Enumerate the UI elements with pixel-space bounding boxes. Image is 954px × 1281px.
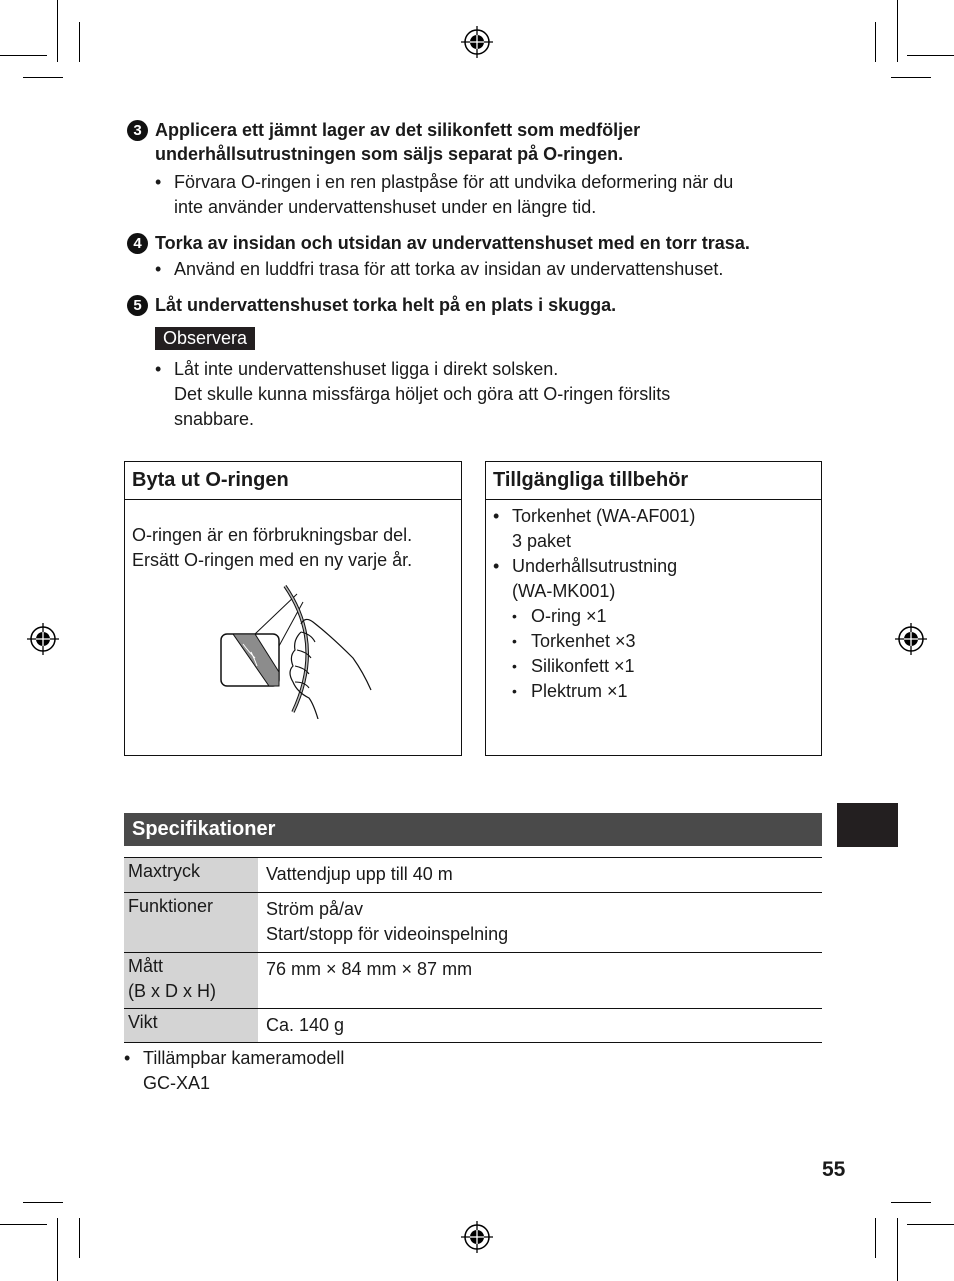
specifications-heading: Specifikationer: [124, 813, 822, 846]
crop-mark: [891, 77, 931, 78]
crop-mark: [907, 55, 954, 56]
list-item-line: • Underhållsutrustning: [512, 556, 678, 576]
box-text-line: Ersätt O-ringen med en ny varje år.: [132, 550, 413, 570]
bullet-line: snabbare.: [174, 409, 255, 429]
bullet-line: GC-XA1: [143, 1073, 211, 1093]
bullet-line: Använd en luddfri trasa för att torka av insidan av undervattenshuset.: [174, 259, 724, 279]
spec-value-text: 76 mm × 84 mm × 87 mm: [266, 959, 473, 979]
sub-list-item: • Torkenhet ×3: [512, 629, 814, 654]
spec-key: [124, 1009, 258, 1043]
box-title: Byta ut O-ringen: [125, 462, 461, 500]
spec-key-text: Vikt: [128, 1012, 158, 1032]
spec-value: [258, 858, 822, 893]
bullet-dot: •: [155, 259, 162, 279]
table-row: [124, 1009, 822, 1043]
bullet-line: Förvara O-ringen i en ren plastpåse för att undvika deformering när du: [174, 172, 734, 192]
step-number-badge: 3: [127, 120, 148, 141]
list-item: [493, 554, 814, 704]
step-5-line-1: Låt undervattenshuset torka helt på en plats i skugga.: [155, 295, 617, 315]
step-3: [127, 118, 827, 166]
bullet-dot: •: [124, 1048, 131, 1068]
bullet-lintfree: [155, 257, 825, 282]
accessories-list: [493, 504, 814, 704]
spec-key-text: Mått: [128, 956, 164, 976]
specifications-table: [124, 857, 822, 1043]
bullet-line: Låt inte undervattenshuset ligga i direkt solsken.: [174, 359, 559, 379]
crop-mark: [57, 1218, 58, 1281]
side-language-tab: [837, 803, 898, 847]
oring-hand-illustration: [215, 584, 375, 719]
crop-mark: [57, 0, 58, 62]
registration-mark-icon: [26, 622, 60, 656]
spec-value: [258, 893, 822, 953]
spec-key: [124, 893, 258, 953]
bullet-line: Det skulle kunna missfärga höljet och göra att O-ringen förslits: [174, 384, 671, 404]
crop-mark: [875, 1218, 876, 1258]
accessories-box: [485, 461, 822, 756]
spec-value-text: Ström på/av: [266, 899, 364, 919]
bullet-storage: [155, 170, 825, 220]
maintenance-kit-contents: [512, 604, 814, 704]
observera-label: Observera: [155, 327, 255, 350]
crop-mark: [0, 1224, 47, 1225]
registration-mark-icon: [894, 622, 928, 656]
box-text-line: O-ringen är en förbrukningsbar del.: [132, 525, 413, 545]
step-3-line-1: Applicera ett jämnt lager av det silikonfett som medföljer: [155, 120, 641, 140]
table-row: [124, 858, 822, 893]
step-number-badge: 5: [127, 295, 148, 316]
table-row: [124, 893, 822, 953]
replace-oring-box: [124, 461, 462, 756]
list-item-line: (WA-MK001): [512, 581, 616, 601]
crop-mark: [79, 22, 80, 62]
bullet-line: Tillämpbar kameramodell: [143, 1048, 345, 1068]
step-3-line-2: underhållsutrustningen som säljs separat på O-ringen.: [155, 144, 624, 164]
crop-mark: [0, 55, 47, 56]
sub-list-item: • Silikonfett ×1: [512, 654, 814, 679]
spec-key-text: Maxtryck: [128, 861, 200, 881]
step-4-line-1: Torka av insidan och utsidan av undervattenshuset med en torr trasa.: [155, 233, 750, 253]
bullet-camera-model: [124, 1046, 794, 1096]
list-item-line: 3 paket: [512, 531, 572, 551]
spec-key: [124, 953, 258, 1009]
list-item-line: • Torkenhet (WA-AF001): [512, 506, 696, 526]
step-5: [127, 293, 827, 317]
list-item: [493, 504, 814, 554]
page-number: 55: [822, 1158, 846, 1181]
spec-key: [124, 858, 258, 893]
step-4: [127, 231, 827, 255]
registration-mark-icon: [460, 25, 494, 59]
sub-list-item: • Plektrum ×1: [512, 679, 814, 704]
bullet-line: inte använder undervattenshuset under en längre tid.: [174, 197, 597, 217]
spec-key-text: Funktioner: [128, 896, 214, 916]
crop-mark: [907, 1224, 954, 1225]
spec-value-text: Vattendjup upp till 40 m: [266, 864, 453, 884]
crop-mark: [23, 1202, 63, 1203]
sub-list-item: • O-ring ×1: [512, 604, 814, 629]
bullet-dot: •: [155, 359, 162, 379]
bullet-dot: •: [155, 172, 162, 192]
spec-value: [258, 953, 822, 1009]
crop-mark: [897, 1218, 898, 1281]
box-title: Tillgängliga tillbehör: [486, 462, 821, 500]
crop-mark: [23, 77, 63, 78]
crop-mark: [891, 1202, 931, 1203]
crop-mark: [875, 22, 876, 62]
table-row: [124, 953, 822, 1009]
spec-key-text: (B x D x H): [128, 981, 216, 1001]
step-number-badge: 4: [127, 233, 148, 254]
crop-mark: [79, 1218, 80, 1258]
crop-mark: [897, 0, 898, 62]
spec-value-text: Start/stopp för videoinspelning: [266, 924, 509, 944]
spec-value: [258, 1009, 822, 1043]
spec-value-text: Ca. 140 g: [266, 1015, 345, 1035]
registration-mark-icon: [460, 1220, 494, 1254]
bullet-sunlight: [155, 357, 825, 432]
